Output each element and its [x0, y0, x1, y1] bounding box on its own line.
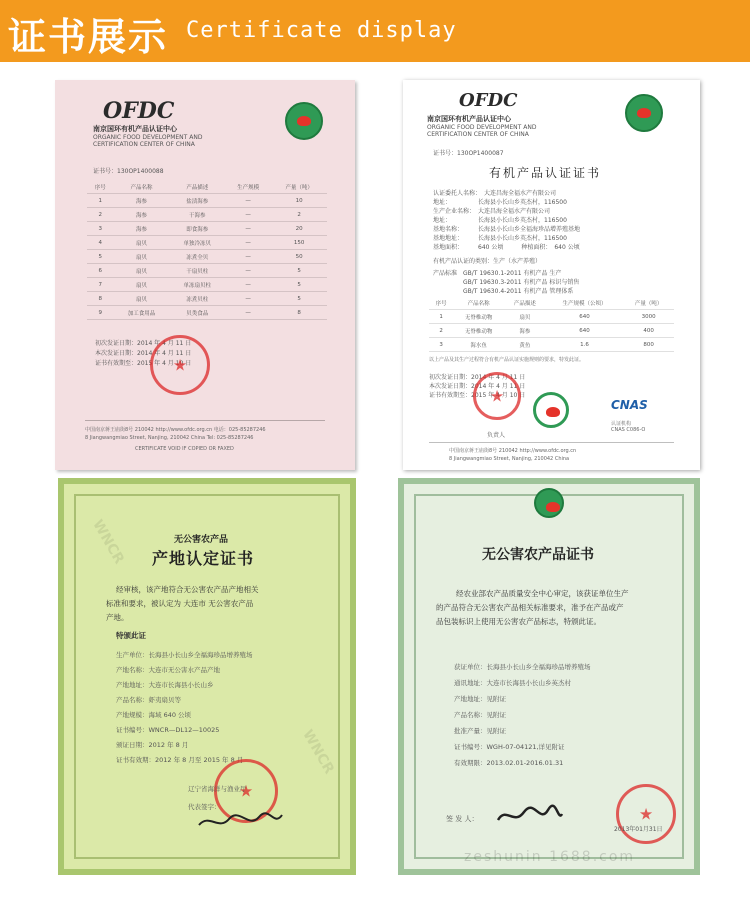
table-header-row	[87, 180, 327, 194]
table-cell: 扇贝	[114, 264, 170, 278]
field-row: 基地名称： 长海县小长山乡全福海珍品增养殖基地	[433, 226, 581, 233]
issuer-name: 辽宁省海洋与渔业厅	[188, 785, 247, 793]
china-organic-product-logo-icon	[625, 94, 663, 132]
table-cell: 海参	[504, 324, 546, 338]
table-cell: —	[225, 236, 271, 250]
date-valid-until: 证书有效期至：2015 年 4 月 10 日	[429, 392, 526, 399]
table-cell: 3	[429, 338, 453, 352]
divider	[85, 420, 325, 421]
table-cell: 2	[429, 324, 453, 338]
date-first-issue: 初次发证日期：2014 年 4 月 11 日	[429, 374, 526, 381]
table-cell: 5	[271, 264, 327, 278]
cert-number: 证书号：130OP1400088	[93, 168, 164, 175]
table-cell: 冻煮全贝	[169, 250, 225, 264]
field-row: 获证单位：长海县小长山乡全福海珍品增养殖场	[454, 663, 591, 671]
org-name-en-2: CERTIFICATION CENTER OF CHINA	[427, 131, 529, 138]
table-cell: 640	[546, 324, 623, 338]
field-row: 证书编号：WNCR—DL12—10025	[116, 726, 220, 734]
table-cell: 5	[271, 292, 327, 306]
table-cell: 1	[87, 194, 114, 208]
table-header: 生产规模	[225, 180, 271, 194]
certificate-title: 有机产品认证证书	[489, 166, 602, 180]
table-cell: 海参	[114, 222, 170, 236]
table-row	[87, 278, 327, 292]
org-name-cn: 南京国环有机产品认证中心	[93, 124, 177, 133]
table-cell: 冻煮贝柱	[169, 292, 225, 306]
table-cell: 2	[87, 208, 114, 222]
table-cell: 贝类食品	[169, 306, 225, 320]
table-cell: 黄鱼	[504, 338, 546, 352]
table-row	[87, 250, 327, 264]
table-cell: 干海参	[169, 208, 225, 222]
divider	[429, 442, 674, 443]
certification-category: 有机产品认证的类别：生产（水产养殖）	[433, 258, 542, 265]
table-cell: 无脊椎动物	[453, 324, 504, 338]
red-seal-stamp-icon	[150, 335, 210, 395]
table-header: 产量（吨）	[271, 180, 327, 194]
ofdc-logo: OFDC	[459, 90, 518, 111]
table-cell: 即食海参	[169, 222, 225, 236]
table-row	[87, 194, 327, 208]
body-text: 经审核，该产地符合无公害农产品产地相关	[116, 585, 259, 594]
watermark-text: WNCR	[89, 517, 128, 567]
address-en: 8 Jiangwangmiao Street, Nanjing, 210042 China	[449, 456, 570, 462]
field-row: 基地面积： 640 公顷 种植面积： 640 公顷	[433, 244, 580, 251]
table-cell: 扇贝	[114, 292, 170, 306]
certificate-title: 无公害农产品证书	[482, 547, 594, 563]
product-table	[429, 296, 674, 352]
table-row	[429, 310, 674, 324]
field-row: 通讯地址：大连市长海县小长山乡英杰村	[454, 679, 571, 687]
standard-row: GB/T 19630.3-2011 有机产品 标识与销售	[433, 279, 580, 286]
table-row	[87, 236, 327, 250]
body-text: 的产品符合无公害农产品相关标准要求，准予在产品或产	[436, 603, 624, 612]
table-header: 产品描述	[169, 180, 225, 194]
table-header: 产量（吨）	[623, 296, 674, 310]
standard-row: 产品标准 GB/T 19630.1-2011 有机产品 生产	[433, 270, 562, 277]
table-cell: —	[225, 306, 271, 320]
table-cell: 400	[623, 324, 674, 338]
table-cell: 20	[271, 222, 327, 236]
field-row: 认证委托人名称： 大连昌海全福水产有限公司	[433, 190, 557, 197]
table-cell: —	[225, 208, 271, 222]
issue-date: 2013年01月31日	[614, 826, 663, 833]
field-row: 产品名称：虾夷扇贝等	[116, 696, 181, 704]
field-row: 证书有效期：2012 年 8 月至 2015 年 8 月	[116, 756, 244, 764]
table-cell: 9	[87, 306, 114, 320]
body-text: 品包装标识上使用无公害农产品标志，特颁此证。	[436, 617, 601, 626]
org-name-cn: 南京国环有机产品认证中心	[427, 114, 511, 123]
field-row: 产地规模：海域 640 公顷	[116, 711, 192, 719]
table-cell: 50	[271, 250, 327, 264]
table-cell: 1	[429, 310, 453, 324]
address-cn: 中国南京蒋王庙街8号 210042 http://www.ofdc.org.cn	[449, 448, 577, 454]
table-cell: —	[225, 194, 271, 208]
field-row: 地址： 长海县小长山乡英杰村，116500	[433, 199, 567, 206]
table-cell: 10	[271, 194, 327, 208]
watermark-text: zeshunin 1688.com	[464, 849, 636, 865]
field-row: 地址： 长海县小长山乡英杰村，116500	[433, 217, 567, 224]
table-cell: 7	[87, 278, 114, 292]
table-header: 序号	[429, 296, 453, 310]
table-cell: 海参	[114, 194, 170, 208]
table-row	[429, 324, 674, 338]
field-row: 证书编号：WGH-07-04121,详见附证	[454, 743, 565, 751]
org-name-en-1: ORGANIC FOOD DEVELOPMENT AND	[427, 124, 537, 131]
field-row: 批准产量：见附证	[454, 727, 506, 735]
signer-label: 负责人	[487, 432, 506, 439]
table-row	[87, 292, 327, 306]
certificate-ofdc-product-list[interactable]	[55, 80, 355, 470]
field-row: 产品名称：见附证	[454, 711, 506, 719]
conformity-note: 以上产品及其生产过程符合有机产品认证实施规则的要求，特发此证。	[429, 357, 585, 363]
table-header: 产品名称	[114, 180, 170, 194]
table-row	[429, 338, 674, 352]
watermark-text: WNCR	[299, 727, 338, 777]
table-cell: 干扇贝柱	[169, 264, 225, 278]
table-row	[87, 208, 327, 222]
banner-subtitle: Certificate display	[186, 18, 457, 43]
field-row: 基地地址： 长海县小长山乡英杰村，116500	[433, 235, 567, 242]
table-cell: 扇贝	[114, 278, 170, 292]
signer-label: 签 发 人：	[446, 815, 479, 823]
table-cell: 无脊椎动物	[453, 310, 504, 324]
table-cell: 5	[87, 250, 114, 264]
field-row: 产地地址：大连市长海县小长山乡	[116, 681, 214, 689]
table-row	[87, 222, 327, 236]
table-cell: 扇贝	[504, 310, 546, 324]
field-row: 颁证日期：2012 年 8 月	[116, 741, 189, 749]
table-cell: 640	[546, 310, 623, 324]
org-name-en-1: ORGANIC FOOD DEVELOPMENT AND	[93, 134, 203, 141]
table-cell: 4	[87, 236, 114, 250]
product-table	[87, 180, 327, 320]
table-cell: 海水鱼	[453, 338, 504, 352]
representative-label: 代表签字：	[188, 803, 221, 811]
table-cell: 800	[623, 338, 674, 352]
red-seal-stamp-icon	[473, 372, 521, 420]
special-issue-text: 特颁此证	[116, 631, 146, 640]
table-cell: 1.6	[546, 338, 623, 352]
cnas-subtitle: 认证机构 CNAS C086-O	[611, 421, 646, 433]
table-cell: 3	[87, 222, 114, 236]
table-cell: —	[225, 222, 271, 236]
org-name-en-2: CERTIFICATION CENTER OF CHINA	[93, 141, 195, 148]
cnas-logo: CNAS	[611, 398, 648, 412]
certificate-production-area[interactable]	[58, 478, 356, 875]
date-valid-until: 证书有效期至：2015 年 4 月 10 日	[95, 360, 192, 367]
table-cell: 单独冷冻贝	[169, 236, 225, 250]
address-cn: 中国南京蒋王庙街8号 210042 http://www.ofdc.org.cn 电话：025-85287246	[85, 427, 266, 433]
table-header: 序号	[87, 180, 114, 194]
table-cell: 3000	[623, 310, 674, 324]
table-cell: 8	[87, 292, 114, 306]
table-cell: —	[225, 250, 271, 264]
address-en: 8 Jiangwangmiao Street, Nanjing, 210042 China Tel: 025-85287246	[85, 435, 254, 441]
table-header: 生产规模（公顷）	[546, 296, 623, 310]
date-current-issue: 本次发证日期：2014 年 4 月 11 日	[429, 383, 526, 390]
red-seal-stamp-icon	[616, 784, 676, 844]
table-cell: —	[225, 292, 271, 306]
table-cell: 5	[271, 278, 327, 292]
certificate-heading-small: 无公害农产品	[174, 535, 229, 545]
certificate-pollution-free-product[interactable]	[398, 478, 700, 875]
body-text: 经农业部农产品质量安全中心审定，该获证单位生产	[456, 589, 629, 598]
table-cell: 单冻扇贝柱	[169, 278, 225, 292]
field-row: 生产单位：长海县小长山乡全福海珍品增养殖场	[116, 651, 253, 659]
table-header: 产品名称	[453, 296, 504, 310]
table-cell: 2	[271, 208, 327, 222]
banner-title: 证书展示	[8, 15, 169, 59]
certificate-title: 产地认定证书	[152, 549, 255, 568]
field-row: 产地名称：大连市无公害水产品产地	[116, 666, 220, 674]
table-cell: 加工食用品	[114, 306, 170, 320]
standard-row: GB/T 19630.4-2011 有机产品 管理体系	[433, 288, 574, 295]
ofdc-logo: OFDC	[103, 98, 175, 124]
table-header-row	[429, 296, 674, 310]
table-cell: 150	[271, 236, 327, 250]
china-organic-product-logo-icon	[285, 102, 323, 140]
certification-mark-icon	[533, 392, 569, 428]
table-cell: —	[225, 264, 271, 278]
table-cell: 扇贝	[114, 250, 170, 264]
table-row	[87, 264, 327, 278]
table-cell: 盐渍海参	[169, 194, 225, 208]
certificate-ofdc-organic[interactable]	[403, 80, 700, 470]
table-cell: 海参	[114, 208, 170, 222]
table-cell: 6	[87, 264, 114, 278]
table-header: 产品描述	[504, 296, 546, 310]
header-banner	[0, 0, 750, 62]
field-row: 产地地址：见附证	[454, 695, 506, 703]
void-note: CERTIFICATE VOID IF COPIED OR FAXED	[135, 446, 234, 452]
pollution-free-logo-icon	[534, 488, 564, 518]
table-row	[87, 306, 327, 320]
signature-icon	[194, 809, 284, 833]
table-cell: 扇贝	[114, 236, 170, 250]
cert-number: 证书号：130OP1400087	[433, 150, 504, 157]
table-cell: —	[225, 278, 271, 292]
signature-icon	[494, 802, 564, 830]
field-row: 生产企业名称： 大连昌海全福水产有限公司	[433, 208, 551, 215]
body-text: 标准和要求，被认定为 大连市 无公害农产品	[106, 599, 254, 608]
date-first-issue: 初次发证日期：2014 年 4 月 11 日	[95, 340, 192, 347]
body-text: 产地。	[106, 613, 129, 622]
table-cell: 8	[271, 306, 327, 320]
field-row: 有效期限：2013.02.01-2016.01.31	[454, 759, 564, 767]
date-current-issue: 本次发证日期：2014 年 4 月 11 日	[95, 350, 192, 357]
